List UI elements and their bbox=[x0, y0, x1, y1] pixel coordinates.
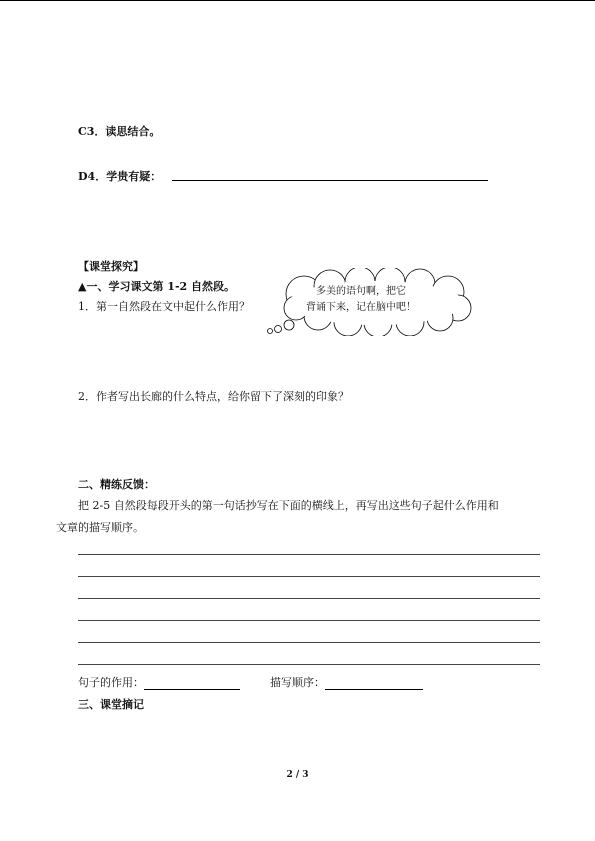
sentence-role-row bbox=[78, 674, 240, 690]
writing-line[interactable] bbox=[78, 620, 540, 621]
top-rule bbox=[0, 0, 595, 1]
part2-instruction-line2: 文章的描写顺序。 bbox=[56, 521, 144, 534]
order-row bbox=[270, 674, 423, 690]
task-heading: ▲一、学习课文第 1-2 自然段。 bbox=[78, 280, 235, 293]
part2-heading: 二、精练反馈： bbox=[78, 478, 155, 491]
item-c3: C3．读思结合。 bbox=[78, 125, 161, 138]
item-d4: D4．学贵有疑： bbox=[78, 170, 162, 183]
writing-line[interactable] bbox=[78, 664, 540, 665]
writing-line[interactable] bbox=[78, 576, 540, 577]
sentence-role-answer-blank[interactable] bbox=[144, 677, 240, 690]
page-number: 2 / 3 bbox=[286, 770, 309, 780]
section-heading: 【课堂探究】 bbox=[78, 260, 144, 273]
writing-line[interactable] bbox=[78, 642, 540, 643]
d4-answer-line[interactable] bbox=[172, 180, 488, 181]
writing-line[interactable] bbox=[78, 598, 540, 599]
writing-line[interactable] bbox=[78, 554, 540, 555]
question-2: 2．作者写出长廊的什么特点，给你留下了深刻的印象？ bbox=[78, 390, 349, 403]
sentence-role-label: 句子的作用： bbox=[78, 676, 144, 689]
part2-instruction-line1: 把 2-5 自然段每段开头的第一句话抄写在下面的横线上，再写出这些句子起什么作用和 bbox=[78, 499, 499, 512]
part3-heading: 三、课堂摘记 bbox=[78, 698, 144, 711]
order-label: 描写顺序： bbox=[270, 676, 325, 689]
order-answer-blank[interactable] bbox=[325, 677, 423, 690]
bubble-text-line2: 背诵下来，记在脑中吧！ bbox=[306, 302, 416, 313]
bubble-text-line1: 多美的语句啊，把它 bbox=[316, 286, 406, 297]
question-1: 1．第一自然段在文中起什么作用？ bbox=[78, 300, 250, 313]
